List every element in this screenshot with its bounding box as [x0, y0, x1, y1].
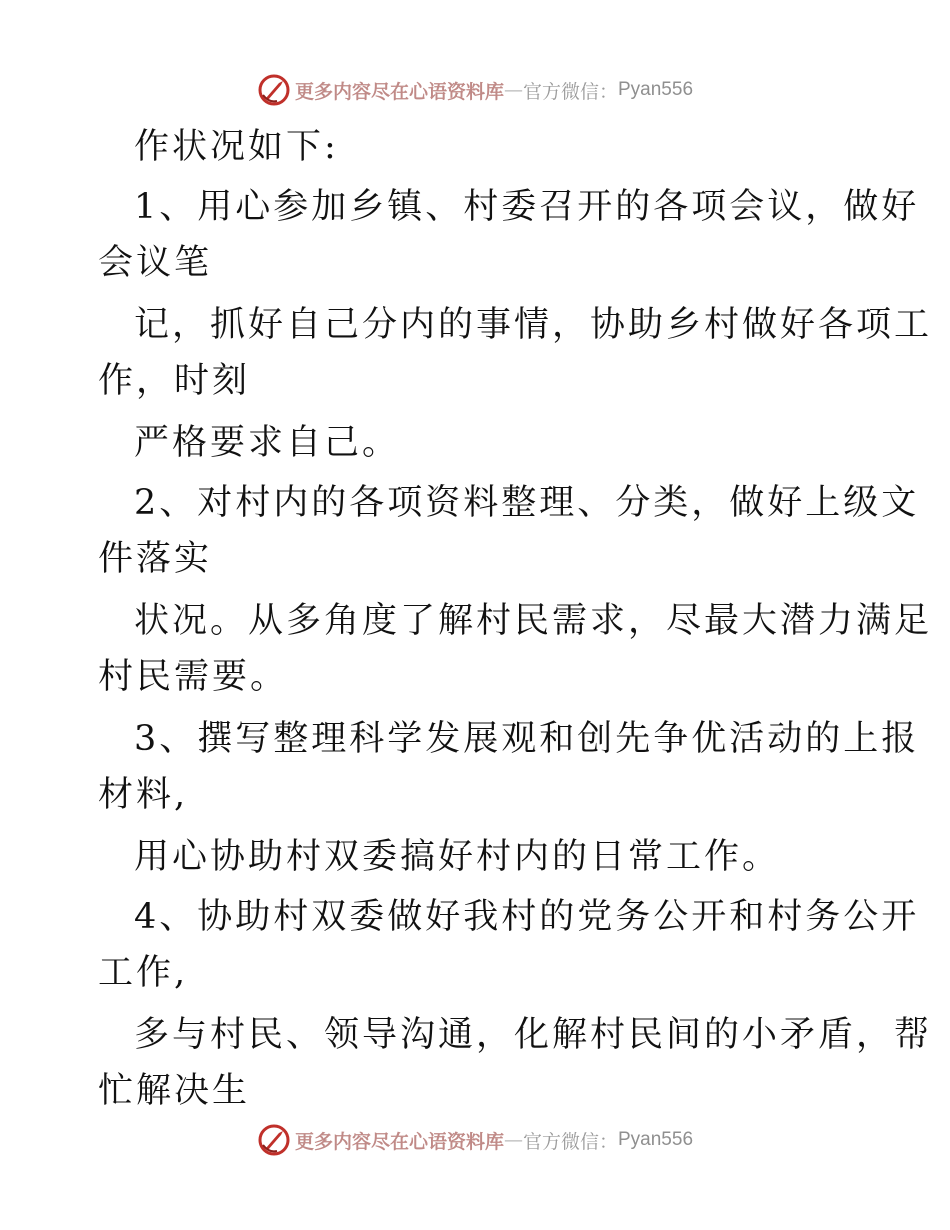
- footer-watermark: [0, 1120, 950, 1160]
- quill-logo-icon: [257, 1123, 291, 1157]
- watermark-separator: —: [503, 79, 523, 101]
- text-line: 工作,: [98, 953, 189, 993]
- watermark-separator: —: [503, 1129, 523, 1151]
- text-line: 3、撰写整理科学发展观和创先争优活动的上报: [134, 719, 920, 759]
- watermark-wechat-id: Pyan556: [618, 79, 694, 100]
- text-line: 用心协助村双委搞好村内的日常工作。: [134, 837, 781, 877]
- text-line: 作，时刻: [98, 361, 251, 401]
- text-line: 件落实: [98, 539, 213, 579]
- watermark-site-text: 更多内容尽在心语资料库: [294, 80, 504, 103]
- text-line: 材料,: [98, 775, 189, 815]
- text-line: 1、用心参加乡镇、村委召开的各项会议，做好: [134, 187, 920, 227]
- quill-logo-icon: [257, 73, 291, 107]
- text-line: 村民需要。: [98, 657, 289, 697]
- text-line: 作状况如下:: [134, 127, 339, 167]
- watermark-official-label: 官方微信：: [522, 1130, 618, 1153]
- watermark-site-text: 更多内容尽在心语资料库: [294, 1130, 504, 1153]
- text-line: 会议笔: [98, 243, 213, 283]
- text-line: 4、协助村双委做好我村的党务公开和村务公开: [134, 897, 920, 937]
- header-watermark: [0, 70, 950, 110]
- text-line: 忙解决生: [98, 1071, 251, 1111]
- text-line: 严格要求自己。: [134, 423, 401, 463]
- text-line: 2、对村内的各项资料整理、分类，做好上级文: [134, 483, 920, 523]
- watermark-official-label: 官方微信：: [522, 80, 618, 103]
- watermark-wechat-id: Pyan556: [618, 1129, 694, 1150]
- text-line: 记，抓好自己分内的事情，协助乡村做好各项工: [134, 305, 933, 345]
- text-line: 多与村民、领导沟通，化解村民间的小矛盾，帮: [134, 1015, 933, 1055]
- text-line: 状况。从多角度了解村民需求，尽最大潜力满足: [134, 601, 933, 641]
